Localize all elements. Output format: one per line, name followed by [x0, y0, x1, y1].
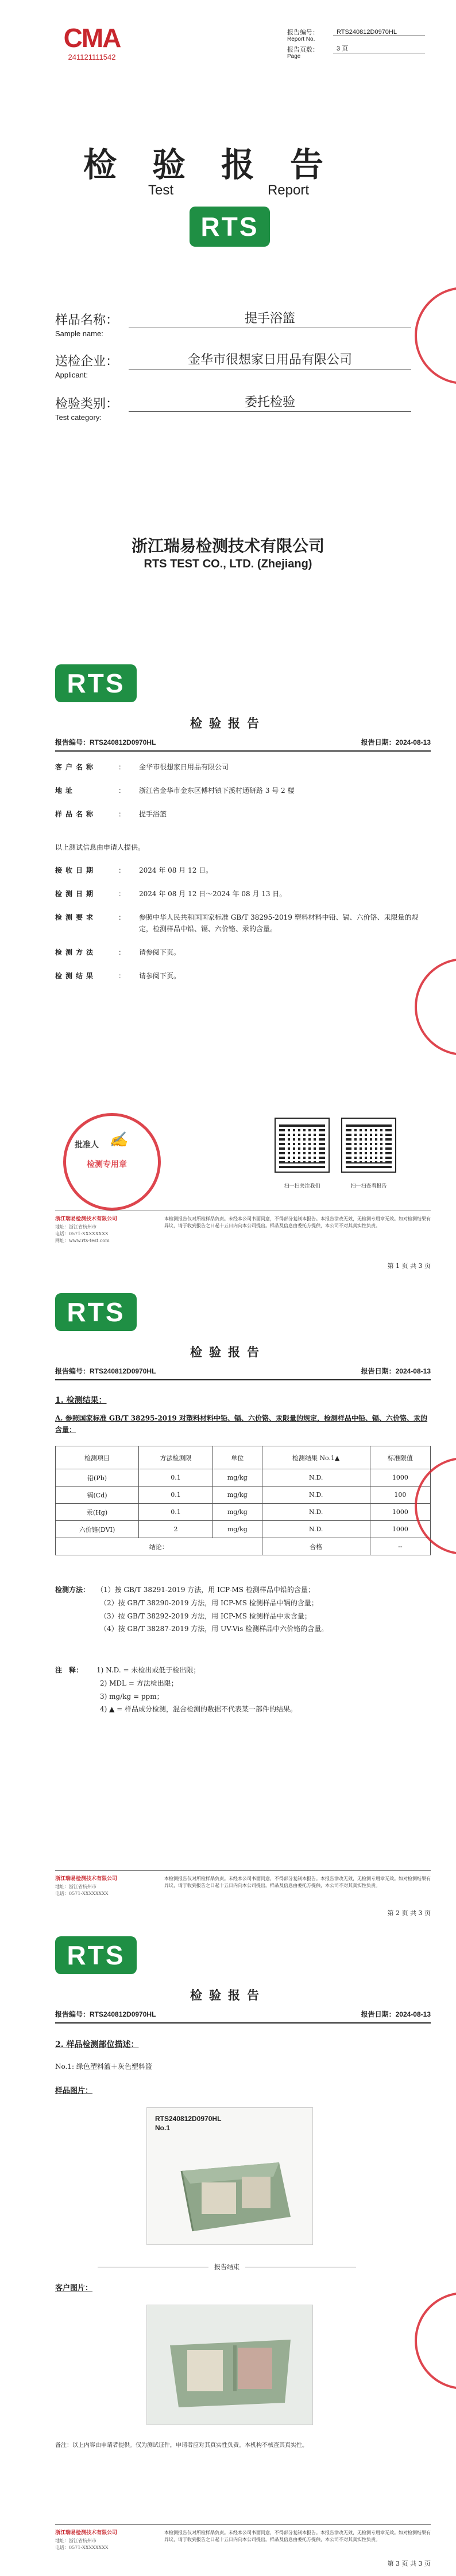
signature-icon: ✍	[109, 1131, 128, 1149]
method-item: （2）按 GB/T 38290-2019 方法，用 ICP-MS 检测样品中镉的含量；	[100, 1598, 318, 1607]
basket-pair-icon	[147, 2305, 314, 2426]
method-item: （3）按 GB/T 38292-2019 方法，用 ICP-MS 检测样品中汞含量；	[100, 1612, 311, 1620]
info-value: 金华市很想家日用品有限公司	[139, 763, 229, 771]
note-item: 1) N.D. = 未检出或低于检出限；	[96, 1666, 200, 1674]
header-report-line	[55, 2009, 431, 2024]
col-header: 检测结果 No.1▲	[262, 1446, 370, 1469]
footer-lab-web: 网址：www.rts-test.com	[55, 1238, 110, 1243]
header-rts-logo: RTS	[55, 1293, 137, 1331]
report-page-2	[0, 1285, 456, 1925]
applicant-label: 送检企业：	[55, 355, 119, 369]
info-value: 请参阅下页。	[139, 948, 181, 956]
client-photo-title: 客户图片：	[55, 2284, 93, 2293]
col-header: 方法检测限	[139, 1446, 213, 1469]
report-page-3	[0, 1925, 456, 2576]
header-title: 检验报告	[190, 1345, 266, 1359]
cell: 0.1	[139, 1469, 213, 1487]
header-title: 检验报告	[190, 716, 266, 730]
header-report-date: 报告日期：2024-08-13	[361, 1367, 431, 1375]
header-report-line	[55, 737, 431, 752]
info-key: 检测方法	[55, 948, 97, 956]
cover-title-en-2: Report	[267, 182, 309, 198]
sample-name-label: 样品名称：	[55, 313, 119, 328]
note-item: 4) ▲ = 样品成分检测，混合检测的数据不代表某一部件的结果。	[100, 1705, 297, 1714]
info-key: 检测要求	[55, 913, 97, 922]
header-title: 检验报告	[190, 1988, 266, 2002]
sample-name-field	[55, 309, 411, 338]
sample-name-value: 提手浴篮	[129, 309, 411, 328]
inspection-stamp	[63, 1113, 161, 1211]
info-key: 检测日期	[55, 890, 97, 898]
client-info: 客户名称 ： 金华市很想家日用品有限公司 地址 ： 浙江省金华市金东区傅村镇下溪村通研路 3 号 2 楼 样品名称 ： 提手浴篮	[55, 762, 428, 833]
cell: 1000	[370, 1504, 430, 1521]
sample-photo	[146, 2107, 313, 2245]
info-value: 提手浴篮	[139, 810, 167, 819]
info-value: 2024 年 08 月 12 日。	[139, 866, 213, 874]
info-value: 参照中华人民共和国国家标准 GB/T 38295-2019 塑料材料中铅、镉、六价铬、汞限量的规定，检测样品中铅、镉、六价铬、汞的含量。	[139, 913, 419, 933]
cell: N.D.	[262, 1469, 370, 1487]
table-row	[56, 1521, 431, 1538]
footer-lab-addr: 地址：浙江省杭州市	[55, 2538, 96, 2543]
page-footer	[55, 1211, 431, 1244]
qr-code-verify-icon	[342, 1119, 395, 1172]
report-page-1	[0, 660, 456, 1285]
footer-text: 本检测报告仅对所检样品负责。未经本公司书面同意，不得部分复制本报告。本报告涂改无效，无检测专用章无效。如对检测结果有异议，请于收到报告之日起十五日内向本公司提出。样品及信息由委托方提供，本公司不对其真实性负责。	[164, 1216, 431, 1228]
table-row	[56, 1504, 431, 1521]
conclusion-dash: --	[370, 1538, 430, 1555]
col-header: 标准限值	[370, 1446, 430, 1469]
cell: 汞(Hg)	[56, 1504, 139, 1521]
basket-green-icon	[147, 2108, 314, 2246]
note-item: 3) mg/kg = ppm；	[100, 1692, 164, 1701]
sample-name-label-en: Sample name:	[55, 329, 103, 338]
info-value: 浙江省金华市金东区傅村镇下溪村通研路 3 号 2 楼	[139, 787, 295, 795]
header-report-date: 报告日期：2024-08-13	[361, 2010, 431, 2018]
table-header-row	[56, 1446, 431, 1469]
qr-caption-verify: 扫一扫查看报告	[350, 1184, 387, 1189]
cover-title-en	[148, 182, 309, 199]
col-header: 单位	[212, 1446, 262, 1469]
cell: 铅(Pb)	[56, 1469, 139, 1487]
col-header: 检测项目	[56, 1446, 139, 1469]
method-item: （4）按 GB/T 38287-2019 方法，用 UV-Vis 检测样品中六价铬的含量。	[100, 1625, 329, 1633]
sample-photo-title: 样品图片：	[55, 2087, 93, 2095]
company-name-cn: 浙江瑞易检测技术有限公司	[131, 536, 324, 555]
cell: 镉(Cd)	[56, 1487, 139, 1504]
notes-label: 注 释：	[55, 1666, 83, 1674]
header-report-no: 报告编号：RTS240812D0970HL	[55, 2010, 156, 2018]
qr-code-follow-icon	[276, 1119, 329, 1172]
pages-label: 报告页数：	[287, 45, 319, 53]
category-label-en: Test category:	[55, 413, 102, 422]
note-item: 2) MDL = 方法检出限；	[100, 1679, 178, 1687]
edge-seal	[415, 287, 456, 384]
cell: 0.1	[139, 1504, 213, 1521]
header-report-no: 报告编号：RTS240812D0970HL	[55, 1367, 156, 1375]
cover-title: 检验报告	[83, 145, 359, 184]
footer-lab-name: 浙江瑞易检测技术有限公司	[55, 2530, 118, 2536]
cell: mg/kg	[212, 1487, 262, 1504]
results-table	[55, 1446, 431, 1555]
info-key: 客户名称	[55, 763, 97, 771]
cell: 1000	[370, 1521, 430, 1538]
header-rts-logo: RTS	[55, 1936, 137, 1974]
pages-value: 3 页	[333, 44, 425, 53]
cell: N.D.	[262, 1504, 370, 1521]
sample-description: No.1: 绿色塑料篮＋灰色塑料篮	[55, 2063, 152, 2071]
header-rts-logo: RTS	[55, 664, 137, 702]
cell: mg/kg	[212, 1504, 262, 1521]
cell: N.D.	[262, 1521, 370, 1538]
category-value: 委托检验	[129, 392, 411, 412]
header-report-date: 报告日期：2024-08-13	[361, 738, 431, 746]
info-value: 2024 年 08 月 12 日～2024 年 08 月 13 日。	[139, 890, 287, 898]
table-row	[56, 1469, 431, 1487]
table-row	[56, 1487, 431, 1504]
page-number: 第 1 页 共 3 页	[387, 1262, 431, 1270]
cma-mark	[57, 24, 126, 61]
cell: mg/kg	[212, 1469, 262, 1487]
conclusion-row	[56, 1538, 431, 1555]
report-no-label: 报告编号：	[287, 28, 319, 36]
category-label: 检验类别：	[55, 397, 119, 411]
cover-title-en-1: Test	[148, 182, 174, 198]
cma-number: 241121111542	[68, 53, 116, 61]
footer-lab-addr: 地址：浙江省杭州市	[55, 1884, 96, 1889]
pages-sub: Page	[287, 53, 301, 60]
footer-text: 本检测报告仅对所检样品负责。未经本公司书面同意，不得部分复制本报告。本报告涂改无效，无检测专用章无效。如对检测结果有异议，请于收到报告之日起十五日内向本公司提出。样品及信息由委托方提供，本公司不对其真实性负责。	[164, 2530, 431, 2542]
cell: 100	[370, 1487, 430, 1504]
info-key: 检测结果	[55, 971, 97, 980]
cma-logo: CMA	[63, 23, 121, 53]
page-number: 第 2 页 共 3 页	[387, 1909, 431, 1917]
footer-lab-tel: 电话：0571-XXXXXXXX	[55, 1890, 109, 1896]
qr-caption-follow: 扫一扫关注我们	[284, 1184, 320, 1189]
header-report-no: 报告编号：RTS240812D0970HL	[55, 738, 156, 746]
edge-seal	[415, 2292, 456, 2390]
footer-lab-tel: 电话：0571-XXXXXXXX	[55, 1231, 109, 1236]
info-key: 样品名称	[55, 810, 97, 819]
applicant-label-en: Applicant:	[55, 371, 88, 379]
section-title: 2. 样品检测部位描述：	[55, 2040, 139, 2049]
info-key: 地址	[55, 787, 76, 795]
header-report-line	[55, 1366, 431, 1380]
cell: N.D.	[262, 1487, 370, 1504]
report-no-sub: Report No.	[287, 36, 315, 42]
report-no-value: RTS240812D0970HL	[333, 29, 425, 36]
page-footer	[55, 1870, 431, 1897]
section-title: 1. 检测结果：	[55, 1396, 107, 1405]
cell: 1000	[370, 1469, 430, 1487]
rts-logo: RTS	[190, 207, 270, 247]
company-name-en: RTS TEST CO., LTD. (Zhejiang)	[144, 558, 312, 570]
notes	[55, 1664, 431, 1716]
conclusion-label: 结论：	[56, 1538, 262, 1555]
footer-text: 本检测报告仅对所检样品负责。未经本公司书面同意，不得部分复制本报告。本报告涂改无效，无检测专用章无效。如对检测结果有异议，请于收到报告之日起十五日内向本公司提出。样品及信息由委托方提供，本公司不对其真实性负责。	[164, 1876, 431, 1888]
page-number: 第 3 页 共 3 页	[387, 2560, 431, 2567]
info-value: 请参阅下页。	[139, 971, 181, 980]
test-methods	[55, 1583, 431, 1636]
photo-caption-no: No.1	[155, 2124, 171, 2132]
footer-lab-name: 浙江瑞易检测技术有限公司	[55, 1216, 118, 1222]
info-key: 接收日期	[55, 866, 97, 874]
applicant-note: 以上测试信息由申请人提供。	[55, 843, 145, 851]
cover-page	[0, 0, 456, 660]
photo-caption-id: RTS240812D0970HL	[155, 2115, 222, 2123]
test-info: 接收日期 ： 2024 年 08 月 12 日。 检测日期 ： 2024 年 08 月 12 日～2024 年 08 月 13 日。 检测要求 ： 参照中华人民共和国国家标准 GB/T 38295-2019 塑料材料中铅、镉、六价铬、汞限量的规定，检测样品中铅、镉、六价铬、汞的含量。 检测方法 ： 请参阅下页。 检测结果 ： 请参阅下页。	[55, 865, 428, 994]
footer-lab-tel: 电话：0571-XXXXXXXX	[55, 2544, 109, 2550]
client-photo	[146, 2305, 313, 2425]
footer-lab-addr: 地址：浙江省杭州市	[55, 1224, 96, 1229]
cell: 0.1	[139, 1487, 213, 1504]
stamp-text: 检测专用章	[87, 1160, 127, 1169]
method-item: （1）按 GB/T 38291-2019 方法，用 ICP-MS 检测样品中铅的含量；	[96, 1586, 315, 1594]
report-info-box	[287, 26, 425, 61]
report-end-mark: 报告结束	[92, 2262, 362, 2271]
cell: 六价铬(DVI)	[56, 1521, 139, 1538]
category-field	[55, 392, 411, 422]
footer-lab-name: 浙江瑞易检测技术有限公司	[55, 1876, 118, 1882]
methods-label: 检测方法：	[55, 1586, 90, 1594]
remark: 备注：以上内容由申请者提供。仅为测试证件，申请者应对其真实性负责。本机构不核查其真实性。	[55, 2442, 308, 2449]
cell: 2	[139, 1521, 213, 1538]
cell: mg/kg	[212, 1521, 262, 1538]
page-footer	[55, 2524, 431, 2551]
applicant-field	[55, 350, 411, 379]
applicant-value: 金华市很想家日用品有限公司	[129, 350, 411, 369]
conclusion-value: 合格	[262, 1538, 370, 1555]
approver-label: 批准人	[75, 1141, 99, 1150]
test-basis: A. 参照国家标准 GB/T 38295-2019 对塑料材料中铅、镉、六价铬、汞限量的规定，检测样品中铅、镉、六价铬、汞的含量：	[55, 1414, 428, 1434]
